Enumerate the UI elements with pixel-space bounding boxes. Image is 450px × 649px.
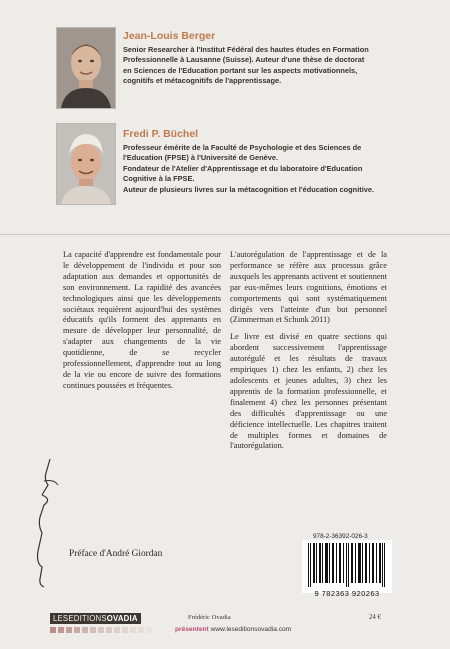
preface-credit: Préface d'André Giordan — [69, 549, 163, 559]
bio-line: cognitifs et métacognitifs de l'apprentissage. — [123, 76, 282, 86]
bio-line: Auteur de plusieurs livres sur la métacognition et l'éducation cognitive. — [123, 184, 375, 194]
price: 24 € — [369, 614, 381, 621]
left-column — [63, 250, 221, 398]
square-icon — [90, 627, 96, 633]
bio-line: en Sciences de l'Education portant sur les aspects motivationnels, — [123, 65, 358, 75]
barcode — [302, 540, 392, 593]
website-line — [175, 626, 291, 633]
portrait-icon — [57, 28, 115, 108]
present-word: présentent — [175, 626, 209, 633]
square-icon — [138, 627, 144, 633]
bio-line: Senior Researcher à l'Institut Fédéral des hautes études en Formation — [123, 45, 369, 54]
divider — [0, 234, 450, 235]
bio-line: l'Education (FPSE) à l'Université de Genève. — [123, 153, 279, 163]
square-icon — [130, 627, 136, 633]
square-icon — [98, 627, 104, 633]
right-paragraph-1: L'autorégulation de l'apprentissage et de la performance se réfère aux processus grâce auxquels les apprenants activent et soutiennent par eux-mêmes leurs cognitions, émotions et comportements qui sont systématiquement dirigés vers l'atteinte d'un but personnel (Zimmerman et Schunk 2011) — [230, 250, 387, 325]
bio-line: Professionnelle à Lausanne (Suisse). Auteur d'une thèse de doctorat — [123, 55, 365, 65]
square-icon — [106, 627, 112, 633]
right-column — [230, 250, 387, 458]
bio-line: Fondateur de l'Atelier d'Apprentissage et du laboratoire d'Education — [123, 163, 363, 173]
logo-prefix: LESEDITIONS — [53, 614, 107, 623]
author-photo-berger — [56, 27, 116, 109]
left-paragraph: La capacité d'apprendre est fondamentale pour le développement de l'individu et pour son adaptation aux demandes et opportunités de son environnement. La rapidité des avancées technologiques ainsi que les développements sociétaux requièrent aujourd'hui des systèmes éducatifs qu'ils forment des apprenants en mesure de développer leur personnalité, de s'adapter aux changements de la vie quotidienne, de se recycler professionnellement, d'apprendre tout au long de la vie ou encore de suivre des formations continues poussées et fréquentes. — [63, 250, 221, 390]
square-icon — [146, 627, 152, 633]
square-icon — [114, 627, 120, 633]
square-icon — [74, 627, 80, 633]
bio-line: Professeur émérite de la Faculté de Psychologie et des Sciences de — [123, 143, 362, 152]
barcode-icon — [302, 540, 392, 588]
portrait-icon — [57, 124, 115, 204]
square-icon — [50, 627, 56, 633]
author-name-2: Fredi P. Büchel — [123, 128, 199, 140]
barcode-number: 9 782363 920263 — [314, 589, 380, 598]
bio-line: Cognitive à la FPSE. — [123, 174, 195, 184]
square-icon — [66, 627, 72, 633]
author-bio-2 — [123, 143, 443, 195]
author-name-1: Jean-Louis Berger — [123, 30, 216, 42]
signature-icon — [24, 455, 64, 590]
website-link[interactable]: www.leseditionsovadia.com — [210, 626, 292, 633]
publisher-logo — [50, 613, 141, 624]
author-photo-buchel — [56, 123, 116, 205]
square-icon — [58, 627, 64, 633]
author-bio-1 — [123, 45, 443, 87]
logo-name: OVADIA — [106, 614, 138, 623]
right-paragraph-2: Le livre est divisé en quatre sections qui abordent successivement l'apprentissage autorégulé et les résultats de travaux empiriques 1) chez les enfants, 2) chez les adolescents et jeunes adultes, 3) chez les apprentis de la formation professionnelle, et finalement 4) chez les personnes présentant des difficultés d'apprentissage ou une déficience intellectuelle. Les chapitres traitent de multiples formes et domaines de l'autorégulation. — [230, 332, 387, 451]
publisher-name: Frédéric Ovadia — [188, 614, 231, 621]
decorative-squares — [50, 627, 152, 633]
square-icon — [82, 627, 88, 633]
isbn: 978-2-36392-026-3 — [313, 533, 368, 540]
square-icon — [122, 627, 128, 633]
